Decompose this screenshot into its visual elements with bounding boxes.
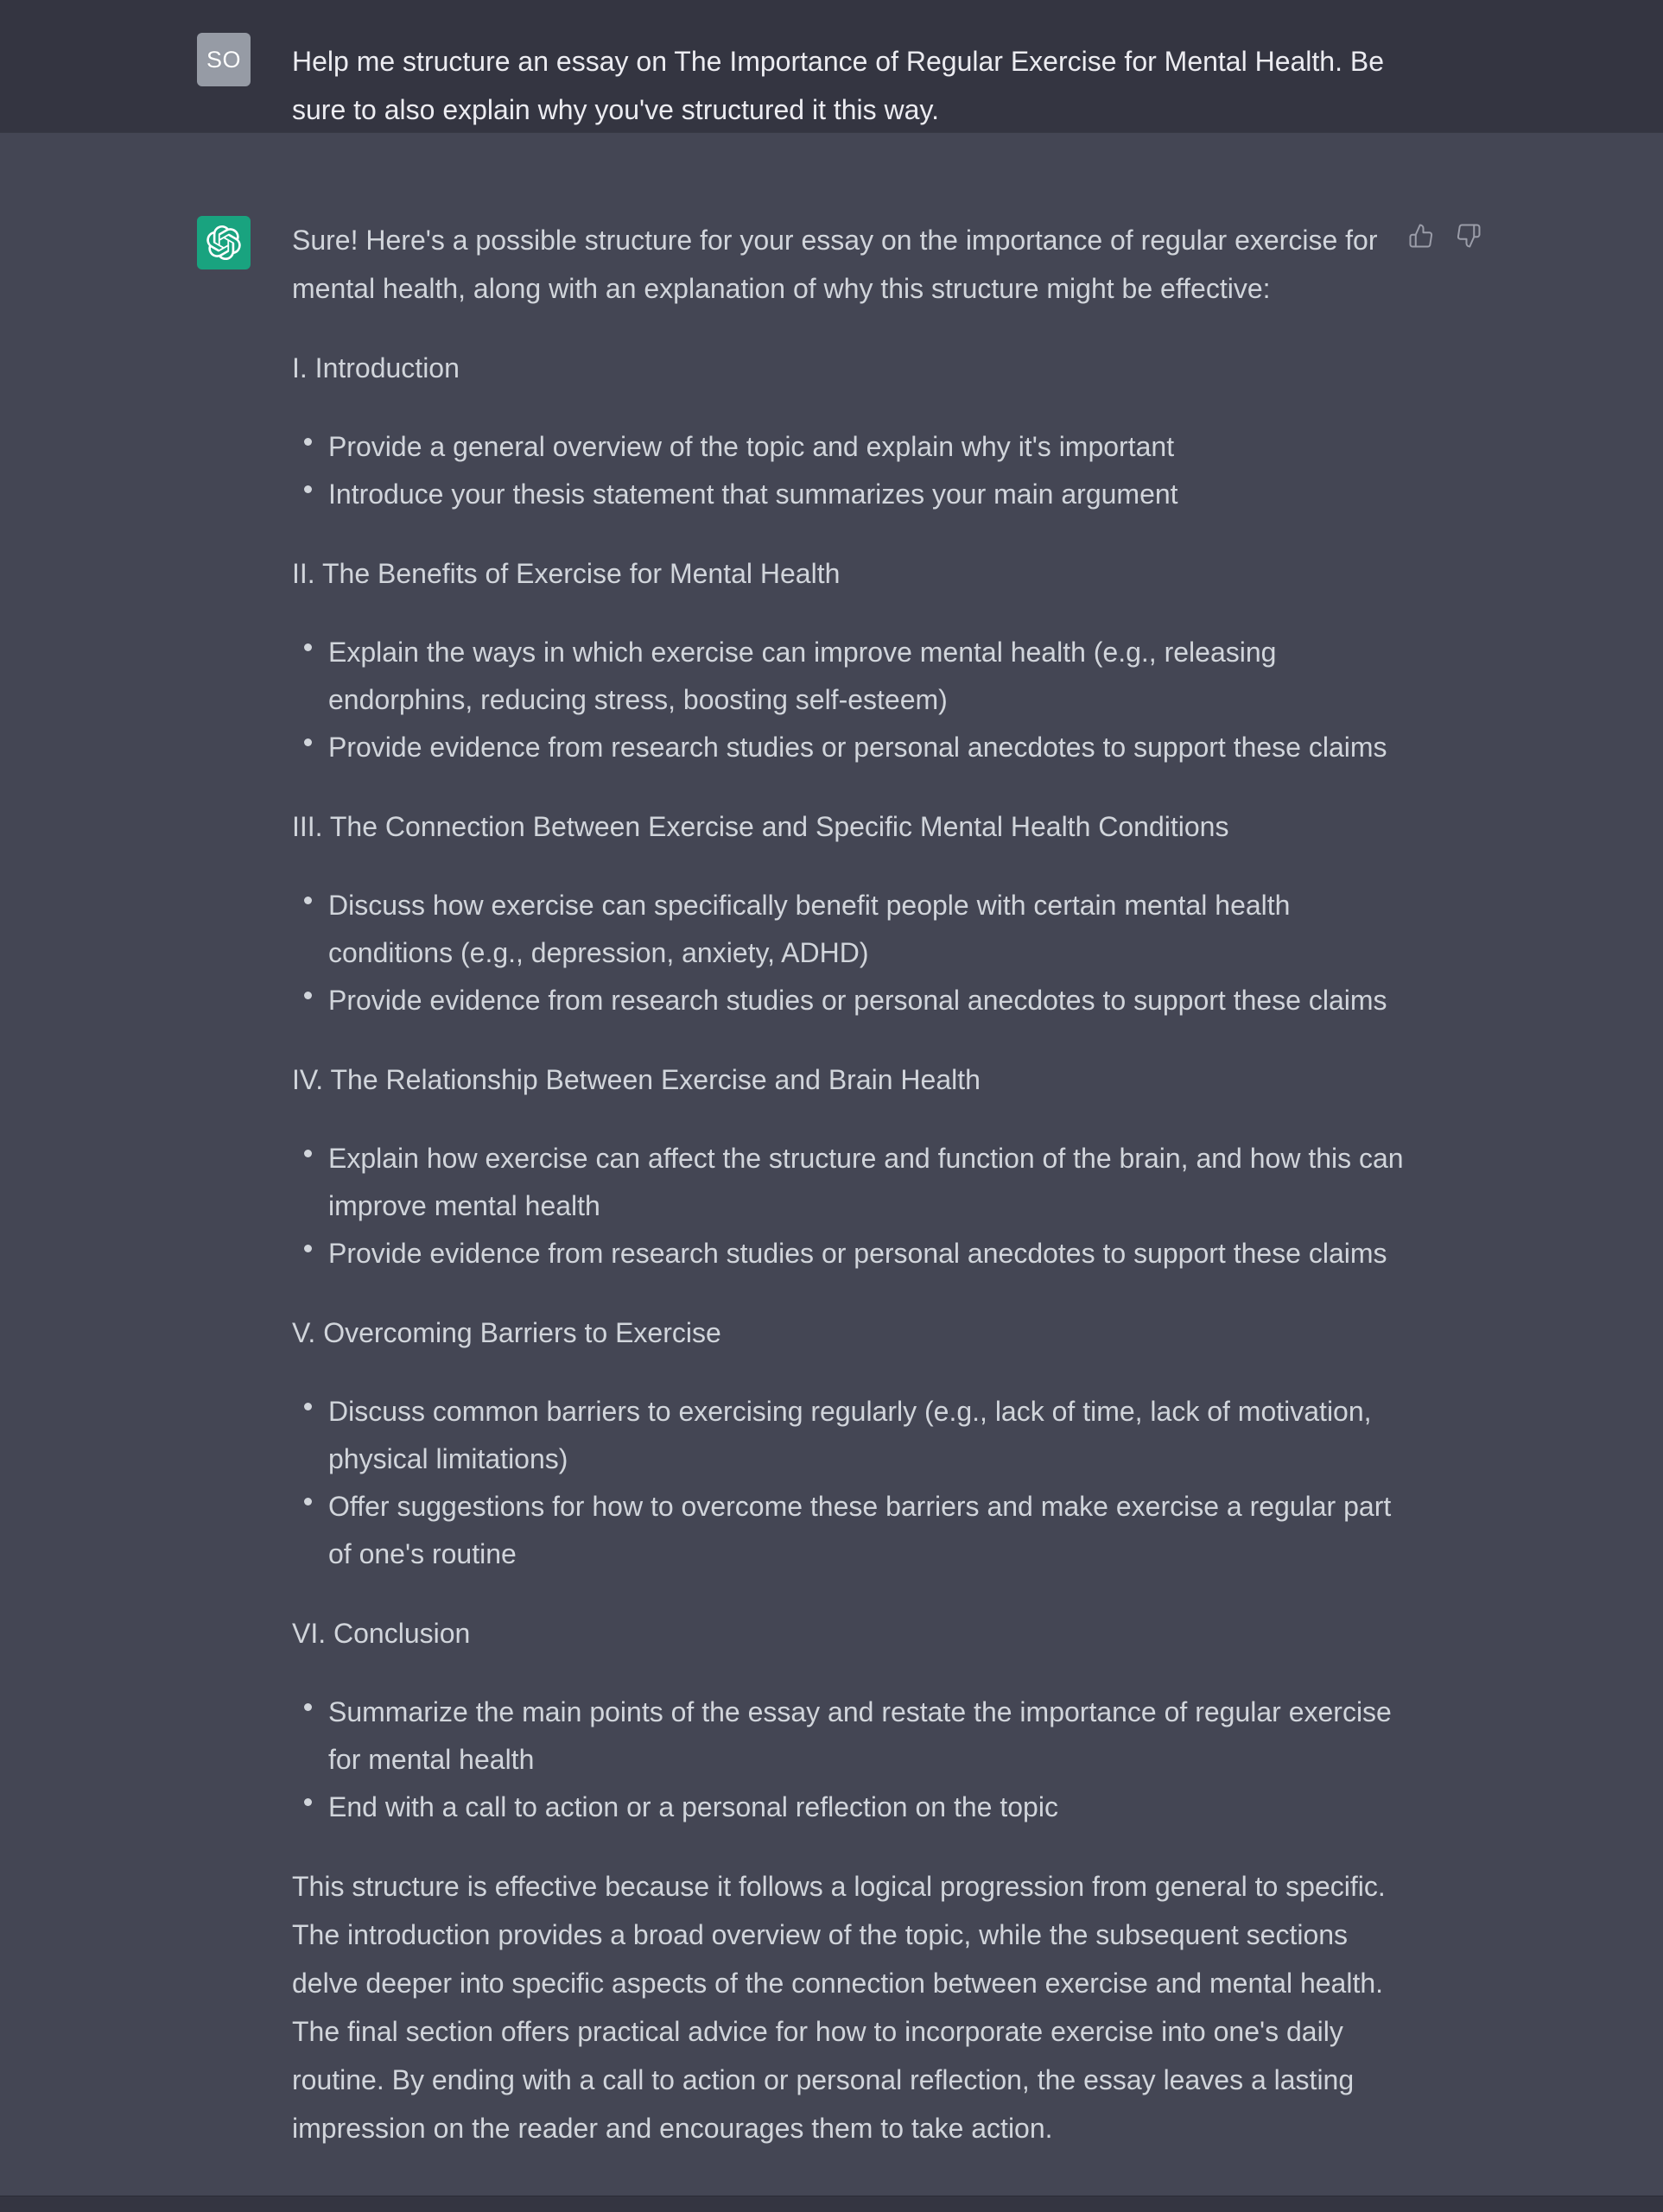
- openai-logo-icon: [206, 225, 241, 260]
- user-message-row: [0, 0, 1663, 132]
- assistant-avatar: [197, 216, 251, 269]
- user-avatar-initials: SO: [206, 46, 241, 73]
- assistant-message-body: [292, 216, 1406, 2152]
- assistant-message-row: [0, 132, 1663, 2196]
- bullet-item: Offer suggestions for how to overcome these barriers and make exercise a regular part of one's routine: [292, 1483, 1406, 1578]
- bullet-item: Discuss common barriers to exercising regularly (e.g., lack of time, lack of motivation, physical limitations): [292, 1388, 1406, 1483]
- bullet-item: Provide evidence from research studies or personal anecdotes to support these claims: [292, 1230, 1406, 1277]
- bullet-item: Provide a general overview of the topic and explain why it's important: [292, 423, 1406, 471]
- thumbs-down-icon: [1456, 223, 1482, 249]
- section-heading: I. Introduction: [292, 352, 460, 383]
- section-heading: V. Overcoming Barriers to Exercise: [292, 1317, 721, 1348]
- thumbs-down-button[interactable]: [1456, 223, 1482, 249]
- section-bullet-list: [292, 1689, 1406, 1831]
- message-actions: [1408, 216, 1482, 249]
- thumbs-up-button[interactable]: [1408, 223, 1434, 249]
- section-heading: VI. Conclusion: [292, 1618, 471, 1649]
- user-avatar: [197, 33, 251, 86]
- bullet-item: Provide evidence from research studies or personal anecdotes to support these claims: [292, 724, 1406, 771]
- bullet-item: End with a call to action or a personal reflection on the topic: [292, 1784, 1406, 1831]
- user-message-text: Help me structure an essay on The Importance of Regular Exercise for Mental Health. Be sure to also explain why you've structured it this way.: [292, 46, 1385, 125]
- section-bullet-list: [292, 423, 1406, 518]
- section-bullet-list: [292, 629, 1406, 771]
- bullet-item: Introduce your thesis statement that summarizes your main argument: [292, 471, 1406, 518]
- next-row-edge: [0, 2196, 1663, 2212]
- section-heading: IV. The Relationship Between Exercise and Brain Health: [292, 1064, 981, 1095]
- bullet-item: Discuss how exercise can specifically benefit people with certain mental health conditions (e.g., depression, anxiety, ADHD): [292, 882, 1406, 977]
- essay-outline: [292, 344, 1406, 1831]
- thumbs-up-icon: [1408, 223, 1434, 249]
- section-heading: II. The Benefits of Exercise for Mental Health: [292, 558, 841, 589]
- bullet-item: Summarize the main points of the essay and restate the importance of regular exercise for mental health: [292, 1689, 1406, 1784]
- section-bullet-list: [292, 1388, 1406, 1578]
- section-bullet-list: [292, 882, 1406, 1024]
- bullet-item: Explain how exercise can affect the structure and function of the brain, and how this can improve mental health: [292, 1135, 1406, 1230]
- bullet-item: Explain the ways in which exercise can improve mental health (e.g., releasing endorphins, reducing stress, boosting self-esteem): [292, 629, 1406, 724]
- assistant-outro-paragraph: This structure is effective because it follows a logical progression from general to specific. The introduction provides a broad overview of the topic, while the subsequent sections delve deeper into specific aspects of the connection between exercise and mental health. The final section offers practical advice for how to incorporate exercise into one's daily routine. By ending with a call to action or personal reflection, the essay leaves a lasting impression on the reader and encourages them to take action.: [292, 1871, 1386, 2144]
- bullet-item: Provide evidence from research studies or personal anecdotes to support these claims: [292, 977, 1406, 1024]
- assistant-intro-paragraph: Sure! Here's a possible structure for your essay on the importance of regular exercise for mental health, along with an explanation of why this structure might be effective:: [292, 225, 1378, 304]
- section-bullet-list: [292, 1135, 1406, 1277]
- section-heading: III. The Connection Between Exercise and Specific Mental Health Conditions: [292, 811, 1229, 842]
